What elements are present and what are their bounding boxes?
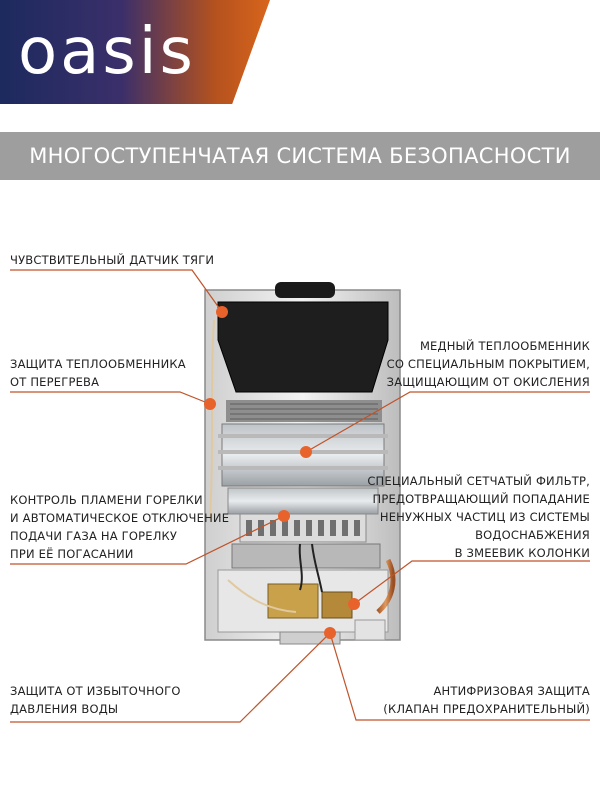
page-title: МНОГОСТУПЕНЧАТАЯ СИСТЕМА БЕЗОПАСНОСТИ [29, 144, 571, 168]
dot-draft-sensor [216, 306, 228, 318]
callout-overheat: ЗАЩИТА ТЕПЛООБМЕННИКА ОТ ПЕРЕГРЕВА [10, 357, 186, 389]
burner-hood [228, 488, 378, 514]
dot-overheat [204, 398, 216, 410]
dot-flame-control [278, 510, 290, 522]
callout-antifreeze: АНТИФРИЗОВАЯ ЗАЩИТА (КЛАПАН ПРЕДОХРАНИТЕЛЬНЫЙ) [383, 684, 590, 716]
dot-mesh-filter [348, 598, 360, 610]
callout-mesh-filter: СПЕЦИАЛЬНЫЙ СЕТЧАТЫЙ ФИЛЬТР, ПРЕДОТВРАЩАЮЩИЙ ПОПАДАНИЕ НЕНУЖНЫХ ЧАСТИЦ ИЗ СИСТЕМЫ ВОДОСНАБЖЕНИЯ В ЗМЕЕВИК КОЛОНКИ [367, 474, 590, 560]
gas-valve [268, 584, 318, 618]
callout-flame-control: КОНТРОЛЬ ПЛАМЕНИ ГОРЕЛКИ И АВТОМАТИЧЕСКОЕ ОТКЛЮЧЕНИЕ ПОДАЧИ ГАЗА НА ГОРЕЛКУ ПРИ ЕЁ ПОГАСАНИИ [10, 493, 230, 561]
draft-hood [218, 302, 388, 392]
flue-outlet [275, 282, 335, 298]
callout-pressure: ЗАЩИТА ОТ ИЗБЫТОЧНОГО ДАВЛЕНИЯ ВОДЫ [10, 684, 181, 716]
water-valve [322, 592, 352, 618]
brand-logo: oasis [18, 15, 196, 89]
callout-copper-hx: МЕДНЫЙ ТЕПЛООБМЕННИК СО СПЕЦИАЛЬНЫМ ПОКРЫТИЕМ, ЗАЩИЩАЮЩИМ ОТ ОКИСЛЕНИЯ [386, 339, 590, 389]
gas-manifold [232, 544, 380, 568]
bottom-connector [355, 620, 385, 640]
dot-pressure [324, 627, 336, 639]
callout-draft-sensor: ЧУВСТВИТЕЛЬНЫЙ ДАТЧИК ТЯГИ [10, 253, 215, 267]
dot-copper-hx [300, 446, 312, 458]
